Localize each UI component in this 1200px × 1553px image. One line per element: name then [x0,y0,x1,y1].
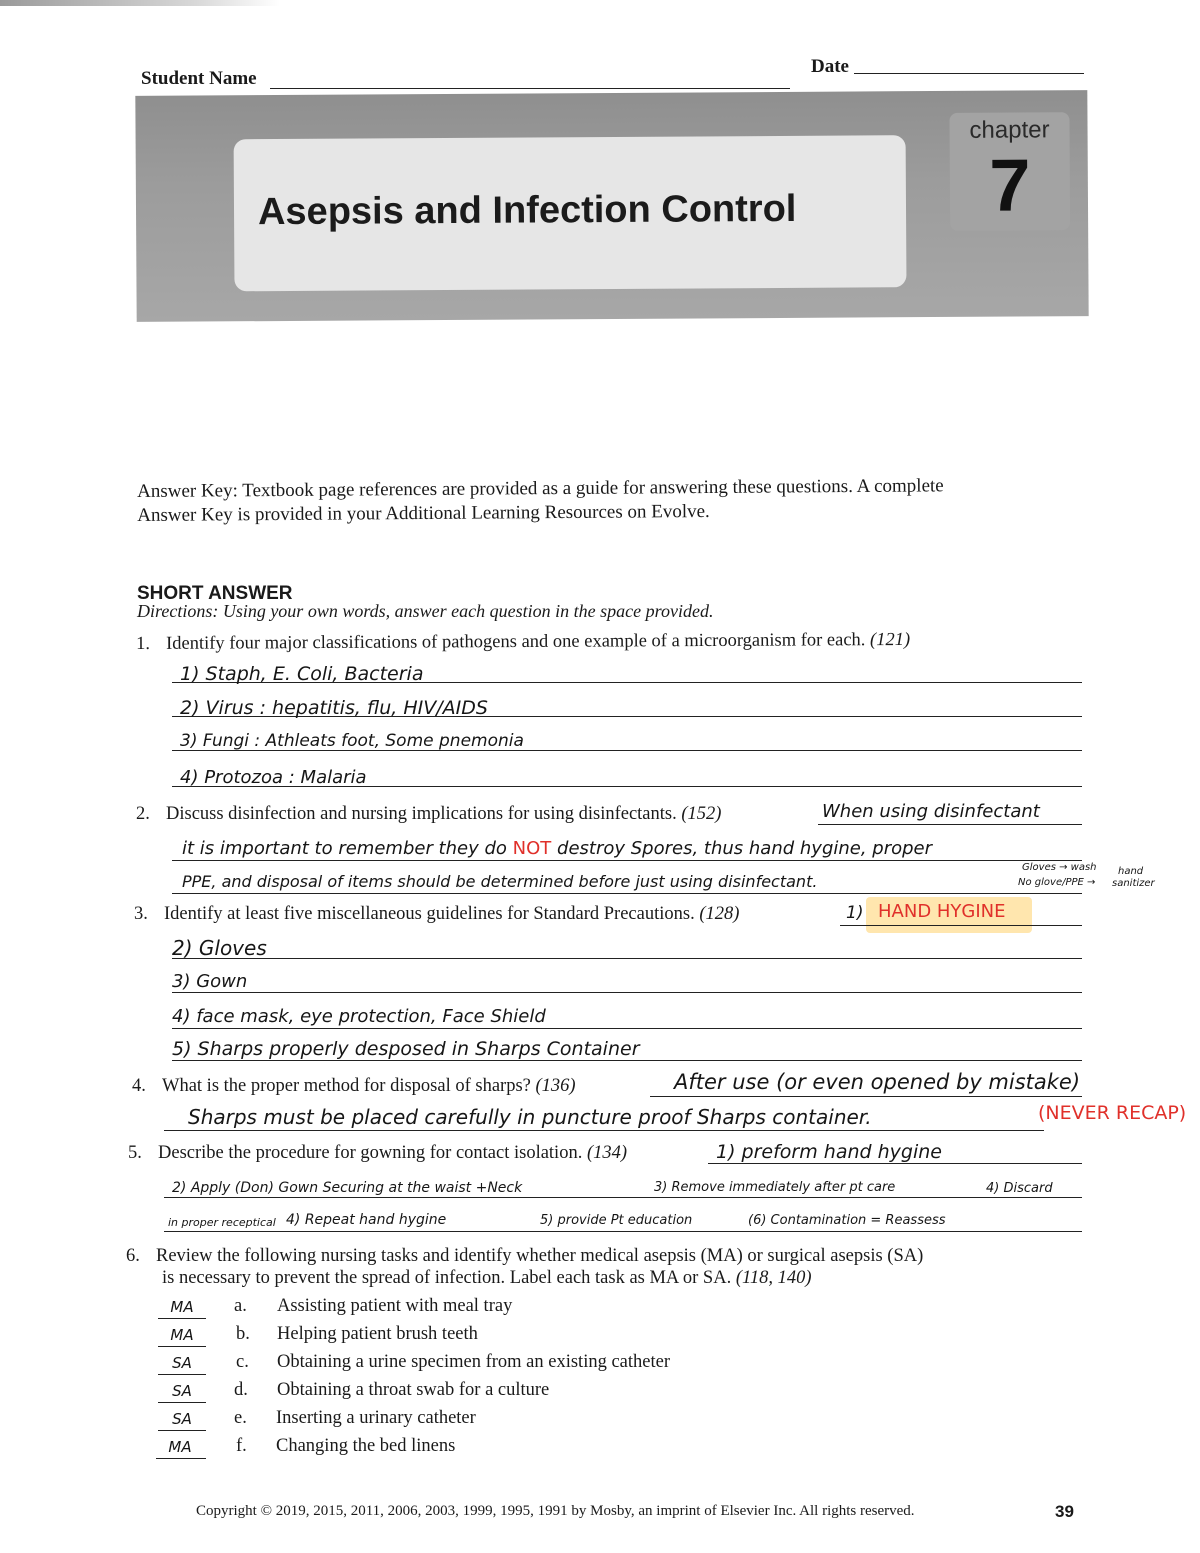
task-answer: MA [170,1298,194,1316]
handwritten-answer: 1) [846,903,864,923]
date-label: Date [811,56,849,77]
question-number: 2. [136,804,150,824]
handwritten-answer: in proper receptical [168,1216,276,1229]
task-letter: d. [234,1380,248,1400]
chapter-title-box [234,135,907,291]
margin-note: No glove/PPE → [1018,877,1096,888]
task-letter: f. [236,1436,247,1456]
page-reference: (136) [535,1076,576,1096]
handwritten-answer: 3) Fungi : Athleats foot, Some pnemonia [180,731,524,751]
question-text: Discuss disinfection and nursing implications for using disinfectants. [166,804,677,824]
handwritten-answer: 3) Gown [172,971,248,992]
task-answer: SA [172,1354,192,1372]
answer-line [164,1231,1082,1232]
page-reference: (134) [586,1143,628,1163]
answer-line [172,958,1082,959]
question-6-continued [162,1268,812,1289]
task-answer-line[interactable] [158,1346,206,1347]
task-text: Obtaining a urine specimen from an existing catheter [277,1352,670,1372]
handwritten-answer: Sharps must be placed carefully in puncture proof Sharps container. [188,1105,872,1129]
question-2 [136,804,721,825]
handwritten-answer: 2) Virus : hepatitis, flu, HIV/AIDS [180,697,488,719]
date-line[interactable] [854,73,1084,74]
question-number: 6. [126,1246,140,1266]
handwritten-answer: After use (or even opened by mistake) [674,1070,1081,1094]
page-number: 39 [1055,1502,1074,1521]
handwritten-answer: 2) Gloves [172,936,267,960]
handwritten-answer: PPE, and disposal of items should be determined before just using disinfectant. [182,872,818,891]
handwritten-answer: 4) Repeat hand hygine [286,1212,447,1228]
section-title: SHORT ANSWER [137,583,293,604]
task-answer-line[interactable] [158,1374,206,1375]
question-6 [126,1246,923,1267]
question-3 [134,904,739,925]
task-letter: a. [234,1296,247,1316]
question-1 [136,630,910,655]
answer-line [818,824,1082,825]
margin-note: hand [1118,866,1144,877]
page-reference: (118, 140) [735,1268,812,1288]
task-text: Assisting patient with meal tray [277,1296,513,1316]
student-name-line[interactable] [270,88,790,89]
answer-line [172,860,1082,861]
task-answer-line[interactable] [158,1318,206,1319]
chapter-label: chapter [969,116,1050,144]
student-name-label: Student Name [141,68,257,89]
task-letter: b. [236,1324,250,1344]
handwritten-answer: 4) Protozoa : Malaria [180,767,367,788]
answer-line [164,1130,1044,1131]
handwritten-answer: (6) Contamination = Reassess [748,1213,946,1228]
answer-line [708,1163,1082,1164]
handwritten-answer: When using disinfectant [822,801,1040,822]
handwritten-answer-red: HAND HYGINE [878,901,1006,922]
question-text: Identify four major classifications of pathogens and one example of a microorganism for each. [165,630,866,654]
task-answer: MA [168,1438,192,1456]
question-text-line-2: is necessary to prevent the spread of infection. Label each task as MA or SA. [162,1268,732,1288]
question-number: 3. [134,904,148,924]
intro-line-2: Answer Key is provided in your Additional Learning Resources on Evolve. [137,501,710,526]
answer-line [840,925,1082,926]
question-number: 5. [128,1143,142,1163]
task-text: Changing the bed linens [276,1436,456,1456]
chapter-title: Asepsis and Infection Control [257,187,797,234]
answer-line [172,992,1082,993]
red-emphasis: NOT [512,838,552,859]
answer-line [172,893,1082,894]
copyright-notice: Copyright © 2019, 2015, 2011, 2006, 2003, 1999, 1995, 1991 by Mosby, an imprint of Elsevier Inc. All rights reserved. [196,1503,915,1519]
chapter-banner [135,90,1088,322]
question-5 [128,1143,627,1164]
margin-note: Gloves → wash [1022,862,1097,873]
question-text: What is the proper method for disposal of sharps? [162,1076,531,1096]
question-text-line-1: Review the following nursing tasks and identify whether medical asepsis (MA) or surgical asepsis (SA) [156,1246,924,1266]
task-text: Inserting a urinary catheter [276,1408,476,1428]
page-reference: (152) [681,804,722,824]
task-text: Obtaining a throat swab for a culture [277,1380,550,1400]
handwritten-answer: 3) Remove immediately after pt care [654,1180,896,1195]
answer-part: destroy Spores, thus hand hygine, proper [557,838,933,859]
task-answer: SA [172,1410,192,1428]
margin-note: sanitizer [1112,878,1155,889]
handwritten-answer-red: (NEVER RECAP) [1038,1102,1187,1124]
answer-part: it is important to remember they do [182,838,507,859]
question-number: 1. [136,633,150,654]
chapter-number: 7 [989,143,1031,227]
page-reference: (128) [699,904,740,924]
answer-line [650,1096,1082,1097]
handwritten-answer: 2) Apply (Don) Gown Securing at the waist +Neck [172,1180,523,1196]
answer-key-intro [137,473,1077,528]
question-text: Describe the procedure for gowning for contact isolation. [158,1143,583,1163]
task-answer-line[interactable] [158,1402,206,1403]
task-answer-line[interactable] [156,1458,206,1459]
task-answer: SA [172,1382,192,1400]
answer-line [164,1197,1082,1198]
handwritten-answer: 4) face mask, eye protection, Face Shield [172,1006,546,1027]
handwritten-answer: 1) Staph, E. Coli, Bacteria [180,663,424,685]
handwritten-answer: 5) Sharps properly desposed in Sharps Container [172,1038,640,1060]
handwritten-answer [182,838,932,859]
task-text: Helping patient brush teeth [277,1324,478,1344]
question-number: 4. [132,1076,146,1096]
handwritten-answer: 4) Discard [986,1181,1053,1196]
chapter-number-box [949,112,1070,231]
answer-line [172,1060,1082,1061]
page-reference: (121) [869,629,911,651]
task-answer: MA [170,1326,194,1344]
task-answer-line[interactable] [158,1430,206,1431]
task-letter: c. [236,1352,249,1372]
question-text: Identify at least five miscellaneous guidelines for Standard Precautions. [164,904,695,924]
question-4 [132,1076,576,1097]
scan-edge-artifact [0,0,280,6]
intro-line-1: Answer Key: Textbook page references are provided as a guide for answering these questions. A complete [137,475,944,502]
answer-line [172,1028,1082,1029]
handwritten-answer: 5) provide Pt education [540,1213,693,1228]
handwritten-answer: 1) preform hand hygine [716,1141,942,1163]
section-directions: Directions: Using your own words, answer each question in the space provided. [137,601,714,621]
task-letter: e. [234,1408,247,1428]
